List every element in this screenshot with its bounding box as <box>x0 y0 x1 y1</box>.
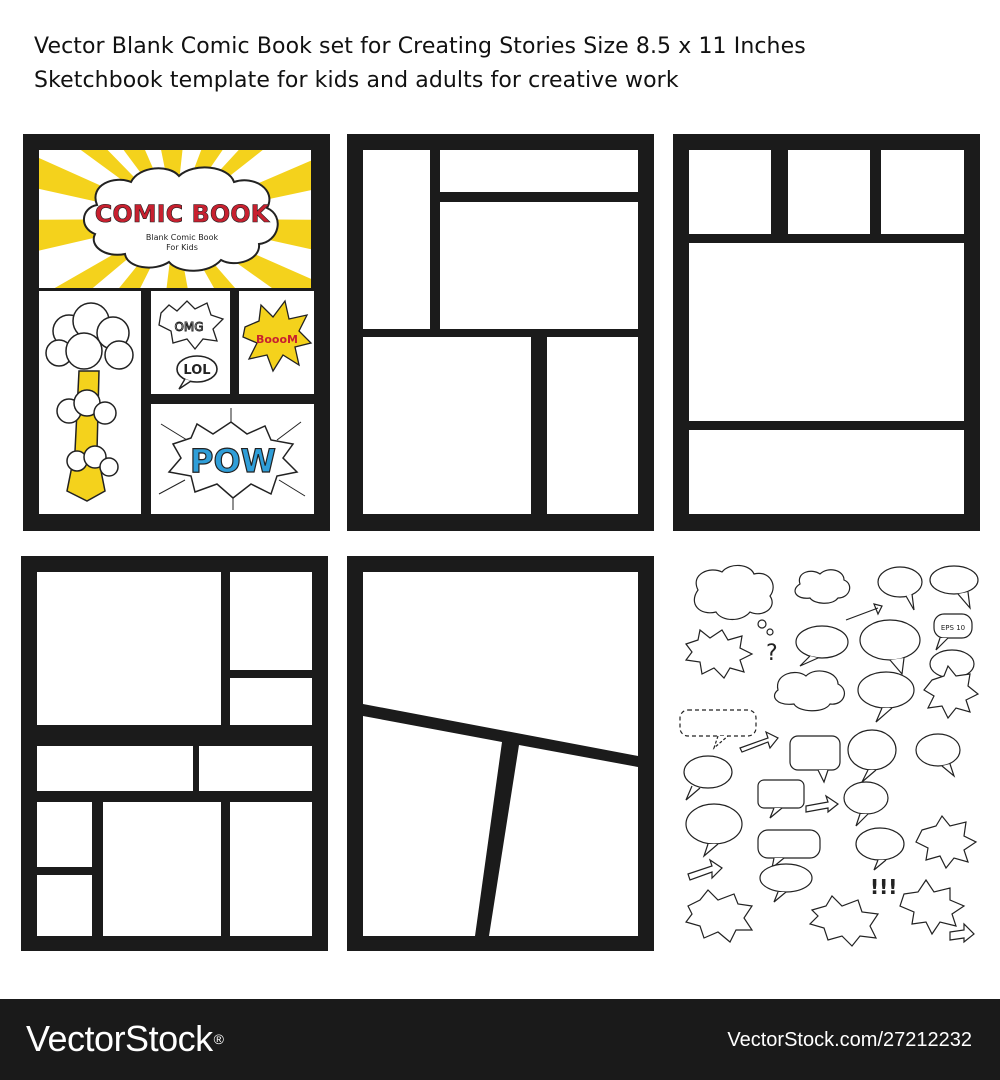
oval-bubble-icon <box>856 828 904 860</box>
oval-bubble-icon <box>686 804 742 844</box>
oval-bubble-icon <box>916 734 960 766</box>
headline-line-2: Sketchbook template for kids and adults for creative work <box>34 68 679 93</box>
omg-lol-panel <box>151 291 230 394</box>
headline-line-1: Vector Blank Comic Book set for Creating Stories Size 8.5 x 11 Inches <box>34 34 806 59</box>
oval-bubble-icon <box>930 566 978 594</box>
lol-sticker: LOL <box>183 363 211 378</box>
panel <box>881 150 964 234</box>
spiky-bubble-icon <box>924 666 978 718</box>
comic-page-cover <box>23 134 330 531</box>
arrow-icon <box>688 860 722 880</box>
panel <box>37 746 193 791</box>
cover-subtitle-2: For Kids <box>166 243 198 252</box>
oval-bubble-icon <box>844 782 888 814</box>
brand-name: VectorStock <box>26 1018 213 1059</box>
spiky-bubble-icon <box>686 890 752 942</box>
spiky-bubble-icon <box>686 630 752 678</box>
arrow-icon <box>806 796 838 812</box>
panel <box>689 150 771 234</box>
pow-art <box>151 404 314 514</box>
panel <box>363 150 430 329</box>
panel <box>689 430 964 514</box>
rect-bubble-icon <box>758 780 804 808</box>
panel <box>37 802 92 867</box>
exclamation-marks: !!! <box>870 875 898 899</box>
cover-title: COMIC BOOK <box>94 200 270 228</box>
rect-bubble-icon <box>758 830 820 858</box>
panel <box>103 802 221 936</box>
cloud-bubble-icon <box>795 570 850 604</box>
comic-page-layout-2 <box>347 134 654 531</box>
panel <box>37 572 221 725</box>
panel <box>440 202 638 329</box>
panel <box>230 802 312 936</box>
sunburst-background <box>39 150 311 288</box>
panel <box>788 150 870 234</box>
panel <box>689 243 964 421</box>
oval-bubble-icon <box>796 626 848 658</box>
oval-bubble-icon <box>860 620 920 660</box>
spiky-bubble-icon <box>810 896 878 946</box>
thought-cloud-icon <box>694 565 773 619</box>
panel <box>440 150 638 192</box>
image-id: VectorStock.com/27212232 <box>727 1029 972 1051</box>
panel <box>230 572 312 670</box>
booom-panel <box>239 291 314 394</box>
cover-title-panel <box>39 150 311 288</box>
oval-bubble-icon <box>878 567 922 597</box>
footer-bar <box>0 999 1000 1080</box>
panel <box>363 716 502 936</box>
brand-logo <box>26 1017 223 1061</box>
panel <box>230 678 312 725</box>
arrow-icon <box>950 924 974 942</box>
comic-page-layout-5 <box>347 556 654 951</box>
panel <box>489 745 638 936</box>
diagonal-panels <box>347 556 654 951</box>
booom-sticker: BoooM <box>255 333 299 346</box>
omg-sticker: OMG <box>174 320 204 334</box>
pow-panel <box>151 404 314 514</box>
speech-bubbles-art <box>678 560 983 953</box>
comic-page-layout-4 <box>21 556 328 951</box>
rect-bubble-icon <box>790 736 840 770</box>
panel <box>547 337 638 514</box>
arrow-icon <box>846 604 882 620</box>
explosion-panel <box>39 291 141 514</box>
oval-bubble-icon <box>760 864 812 892</box>
eps-badge-label: EPS 10 <box>940 624 966 632</box>
spiky-bubble-icon <box>900 880 964 934</box>
panel <box>363 337 531 514</box>
oval-bubble-icon <box>684 756 732 788</box>
pow-sticker: POW <box>190 442 276 480</box>
registered-mark: ® <box>213 1031 224 1047</box>
headline <box>34 30 984 98</box>
cloud-bubble-icon <box>775 671 845 711</box>
cover-subtitle-1: Blank Comic Book <box>145 233 219 242</box>
omg-lol-art <box>151 291 230 394</box>
panel <box>37 875 92 936</box>
oval-bubble-icon <box>848 730 896 770</box>
spiky-bubble-icon <box>916 816 976 868</box>
dashed-bubble-icon <box>680 710 756 736</box>
speech-bubbles-sheet <box>678 560 983 953</box>
question-mark: ? <box>766 641 778 666</box>
oval-bubble-icon <box>858 672 914 708</box>
explosion-icon <box>39 291 141 514</box>
booom-art <box>239 291 314 394</box>
comic-page-layout-3 <box>673 134 980 531</box>
panel <box>199 746 312 791</box>
